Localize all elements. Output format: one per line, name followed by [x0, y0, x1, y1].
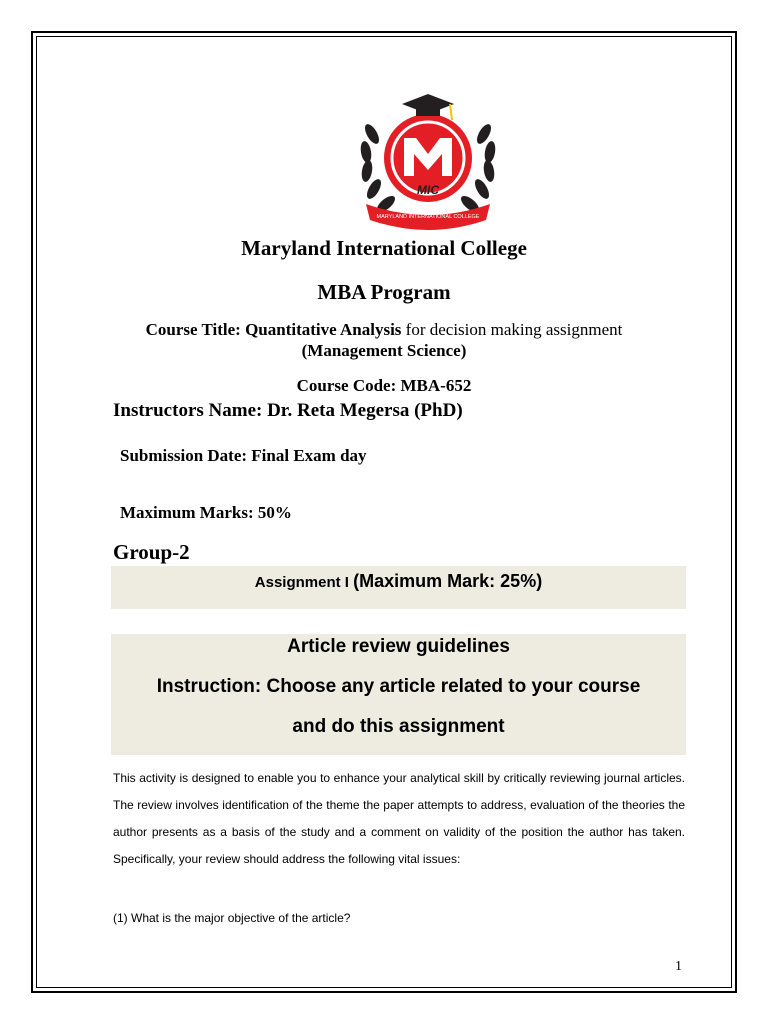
assignment-max-mark: (Maximum Mark: 25%)	[353, 571, 543, 591]
guidelines-band	[111, 634, 686, 755]
logo-monogram: MIC	[417, 183, 439, 197]
logo-ribbon-text: MARYLAND INTERNATIONAL COLLEGE	[376, 214, 480, 220]
course-title-rest: for decision making assignment	[401, 320, 623, 339]
course-title-label: Course Title: Quantitative Analysis	[145, 320, 402, 339]
college-name: Maryland International College	[241, 236, 527, 260]
guidelines-heading: Article review guidelines	[287, 636, 510, 657]
submission-date: Submission Date: Final Exam day	[120, 446, 367, 465]
assignment-band	[111, 566, 686, 609]
page-number: 1	[675, 959, 682, 974]
question-1: (1) What is the major objective of the article?	[113, 911, 351, 925]
course-code: Course Code: MBA-652	[296, 376, 472, 395]
program-title: MBA Program	[317, 280, 451, 304]
assignment-heading	[111, 571, 686, 592]
assignment-label: Assignment I	[254, 574, 354, 591]
instructor-name: Instructors Name: Dr. Reta Megersa (PhD)	[113, 400, 463, 421]
instruction-line-1: Instruction: Choose any article related to your course	[156, 676, 641, 697]
body-paragraph: This activity is designed to enable you to enhance your analytical skill by critically reviewing journal articles. The review involves identification of the theme the paper attempts to address, evaluation of the theories the author presents as a basis of the study and a comment on validity of the position the author has taken. Specifically, your review should address the following vital issues:	[113, 771, 685, 866]
course-title	[0, 320, 768, 340]
course-subtitle: (Management Science)	[301, 341, 467, 360]
instruction-line-2: and do this assignment	[292, 716, 505, 737]
maximum-marks: Maximum Marks: 50%	[120, 503, 292, 522]
group-label: Group-2	[113, 540, 190, 564]
college-logo	[358, 94, 498, 232]
